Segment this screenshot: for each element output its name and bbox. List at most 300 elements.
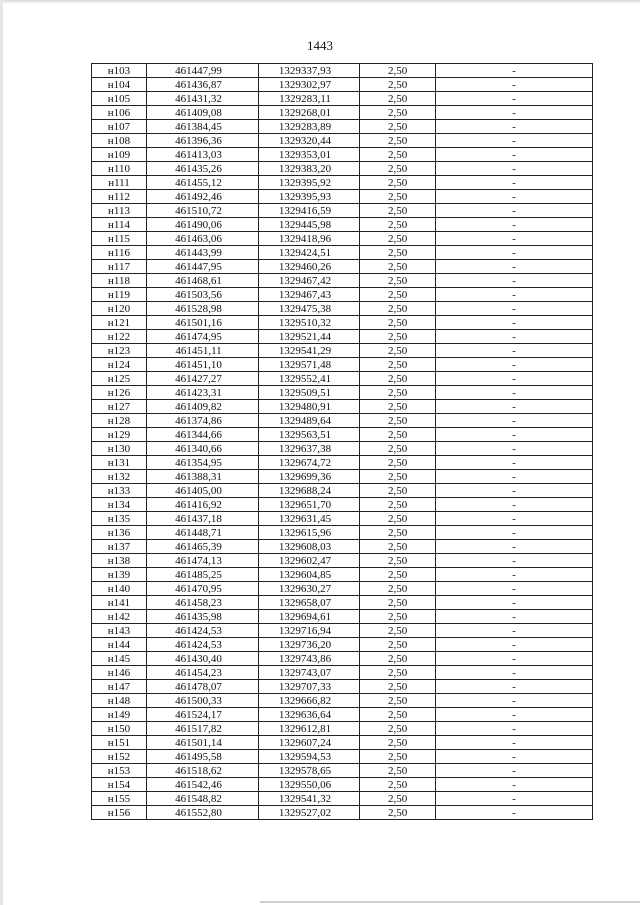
- table-row: [92, 190, 593, 204]
- x-coordinate-cell: 461344,66: [147, 428, 259, 442]
- table-row: [92, 456, 593, 470]
- point-id-cell: н123: [92, 344, 147, 358]
- note-cell: -: [436, 330, 593, 344]
- accuracy-cell: 2,50: [360, 204, 436, 218]
- y-coordinate-cell: 1329283,89: [259, 120, 360, 134]
- table-row: [92, 386, 593, 400]
- y-coordinate-cell: 1329467,42: [259, 274, 360, 288]
- y-coordinate-cell: 1329424,51: [259, 246, 360, 260]
- accuracy-cell: 2,50: [360, 750, 436, 764]
- y-coordinate-cell: 1329743,86: [259, 652, 360, 666]
- note-cell: -: [436, 778, 593, 792]
- note-cell: -: [436, 162, 593, 176]
- note-cell: -: [436, 722, 593, 736]
- x-coordinate-cell: 461490,06: [147, 218, 259, 232]
- accuracy-cell: 2,50: [360, 288, 436, 302]
- point-id-cell: н108: [92, 134, 147, 148]
- accuracy-cell: 2,50: [360, 554, 436, 568]
- table-row: [92, 316, 593, 330]
- accuracy-cell: 2,50: [360, 484, 436, 498]
- point-id-cell: н112: [92, 190, 147, 204]
- accuracy-cell: 2,50: [360, 456, 436, 470]
- scan-bottom-line: [260, 901, 640, 903]
- point-id-cell: н133: [92, 484, 147, 498]
- accuracy-cell: 2,50: [360, 568, 436, 582]
- table-row: [92, 582, 593, 596]
- accuracy-cell: 2,50: [360, 498, 436, 512]
- table-row: [92, 372, 593, 386]
- note-cell: -: [436, 92, 593, 106]
- x-coordinate-cell: 461528,98: [147, 302, 259, 316]
- table-row: [92, 596, 593, 610]
- accuracy-cell: 2,50: [360, 64, 436, 78]
- table-row: [92, 722, 593, 736]
- table-row: [92, 330, 593, 344]
- table-row: [92, 148, 593, 162]
- y-coordinate-cell: 1329302,97: [259, 78, 360, 92]
- note-cell: -: [436, 470, 593, 484]
- point-id-cell: н109: [92, 148, 147, 162]
- point-id-cell: н126: [92, 386, 147, 400]
- point-id-cell: н140: [92, 582, 147, 596]
- accuracy-cell: 2,50: [360, 442, 436, 456]
- x-coordinate-cell: 461495,58: [147, 750, 259, 764]
- y-coordinate-cell: 1329510,32: [259, 316, 360, 330]
- x-coordinate-cell: 461455,12: [147, 176, 259, 190]
- note-cell: -: [436, 540, 593, 554]
- note-cell: -: [436, 596, 593, 610]
- point-id-cell: н125: [92, 372, 147, 386]
- x-coordinate-cell: 461448,71: [147, 526, 259, 540]
- coordinates-table-body: [92, 64, 593, 820]
- x-coordinate-cell: 461388,31: [147, 470, 259, 484]
- table-row: [92, 134, 593, 148]
- accuracy-cell: 2,50: [360, 246, 436, 260]
- note-cell: -: [436, 218, 593, 232]
- x-coordinate-cell: 461427,27: [147, 372, 259, 386]
- point-id-cell: н146: [92, 666, 147, 680]
- note-cell: -: [436, 512, 593, 526]
- table-row: [92, 484, 593, 498]
- point-id-cell: н105: [92, 92, 147, 106]
- table-row: [92, 92, 593, 106]
- x-coordinate-cell: 461409,82: [147, 400, 259, 414]
- point-id-cell: н138: [92, 554, 147, 568]
- point-id-cell: н103: [92, 64, 147, 78]
- note-cell: -: [436, 610, 593, 624]
- accuracy-cell: 2,50: [360, 638, 436, 652]
- x-coordinate-cell: 461435,98: [147, 610, 259, 624]
- accuracy-cell: 2,50: [360, 470, 436, 484]
- point-id-cell: н106: [92, 106, 147, 120]
- x-coordinate-cell: 461424,53: [147, 638, 259, 652]
- x-coordinate-cell: 461416,92: [147, 498, 259, 512]
- point-id-cell: н153: [92, 764, 147, 778]
- note-cell: -: [436, 568, 593, 582]
- point-id-cell: н115: [92, 232, 147, 246]
- x-coordinate-cell: 461501,14: [147, 736, 259, 750]
- note-cell: -: [436, 190, 593, 204]
- y-coordinate-cell: 1329320,44: [259, 134, 360, 148]
- table-row: [92, 764, 593, 778]
- x-coordinate-cell: 461454,23: [147, 666, 259, 680]
- y-coordinate-cell: 1329521,44: [259, 330, 360, 344]
- table-row: [92, 778, 593, 792]
- note-cell: -: [436, 302, 593, 316]
- accuracy-cell: 2,50: [360, 134, 436, 148]
- point-id-cell: н136: [92, 526, 147, 540]
- table-row: [92, 792, 593, 806]
- note-cell: -: [436, 414, 593, 428]
- x-coordinate-cell: 461470,95: [147, 582, 259, 596]
- note-cell: -: [436, 694, 593, 708]
- point-id-cell: н155: [92, 792, 147, 806]
- table-row: [92, 806, 593, 820]
- y-coordinate-cell: 1329674,72: [259, 456, 360, 470]
- table-row: [92, 64, 593, 78]
- y-coordinate-cell: 1329467,43: [259, 288, 360, 302]
- table-row: [92, 554, 593, 568]
- note-cell: -: [436, 204, 593, 218]
- y-coordinate-cell: 1329607,24: [259, 736, 360, 750]
- table-row: [92, 750, 593, 764]
- x-coordinate-cell: 461468,61: [147, 274, 259, 288]
- accuracy-cell: 2,50: [360, 316, 436, 330]
- x-coordinate-cell: 461492,46: [147, 190, 259, 204]
- y-coordinate-cell: 1329594,53: [259, 750, 360, 764]
- point-id-cell: н131: [92, 456, 147, 470]
- point-id-cell: н120: [92, 302, 147, 316]
- accuracy-cell: 2,50: [360, 106, 436, 120]
- x-coordinate-cell: 461447,99: [147, 64, 259, 78]
- accuracy-cell: 2,50: [360, 92, 436, 106]
- x-coordinate-cell: 461478,07: [147, 680, 259, 694]
- note-cell: -: [436, 680, 593, 694]
- table-row: [92, 176, 593, 190]
- x-coordinate-cell: 461354,95: [147, 456, 259, 470]
- accuracy-cell: 2,50: [360, 526, 436, 540]
- x-coordinate-cell: 461552,80: [147, 806, 259, 820]
- x-coordinate-cell: 461340,66: [147, 442, 259, 456]
- accuracy-cell: 2,50: [360, 176, 436, 190]
- table-row: [92, 498, 593, 512]
- table-row: [92, 204, 593, 218]
- point-id-cell: н111: [92, 176, 147, 190]
- point-id-cell: н104: [92, 78, 147, 92]
- accuracy-cell: 2,50: [360, 680, 436, 694]
- note-cell: -: [436, 750, 593, 764]
- accuracy-cell: 2,50: [360, 358, 436, 372]
- x-coordinate-cell: 461548,82: [147, 792, 259, 806]
- x-coordinate-cell: 461500,33: [147, 694, 259, 708]
- scan-top-edge: [0, 0, 640, 3]
- table-row: [92, 232, 593, 246]
- note-cell: -: [436, 386, 593, 400]
- accuracy-cell: 2,50: [360, 400, 436, 414]
- point-id-cell: н148: [92, 694, 147, 708]
- y-coordinate-cell: 1329541,29: [259, 344, 360, 358]
- accuracy-cell: 2,50: [360, 232, 436, 246]
- y-coordinate-cell: 1329630,27: [259, 582, 360, 596]
- y-coordinate-cell: 1329353,01: [259, 148, 360, 162]
- y-coordinate-cell: 1329615,96: [259, 526, 360, 540]
- x-coordinate-cell: 461443,99: [147, 246, 259, 260]
- x-coordinate-cell: 461474,95: [147, 330, 259, 344]
- point-id-cell: н132: [92, 470, 147, 484]
- y-coordinate-cell: 1329571,48: [259, 358, 360, 372]
- x-coordinate-cell: 461423,31: [147, 386, 259, 400]
- x-coordinate-cell: 461374,86: [147, 414, 259, 428]
- x-coordinate-cell: 461510,72: [147, 204, 259, 218]
- point-id-cell: н122: [92, 330, 147, 344]
- note-cell: -: [436, 134, 593, 148]
- point-id-cell: н139: [92, 568, 147, 582]
- table-row: [92, 358, 593, 372]
- note-cell: -: [436, 764, 593, 778]
- table-row: [92, 302, 593, 316]
- accuracy-cell: 2,50: [360, 428, 436, 442]
- x-coordinate-cell: 461431,32: [147, 92, 259, 106]
- point-id-cell: н141: [92, 596, 147, 610]
- accuracy-cell: 2,50: [360, 162, 436, 176]
- note-cell: -: [436, 484, 593, 498]
- y-coordinate-cell: 1329283,11: [259, 92, 360, 106]
- table-row: [92, 288, 593, 302]
- x-coordinate-cell: 461518,62: [147, 764, 259, 778]
- table-row: [92, 638, 593, 652]
- accuracy-cell: 2,50: [360, 778, 436, 792]
- y-coordinate-cell: 1329688,24: [259, 484, 360, 498]
- x-coordinate-cell: 461463,06: [147, 232, 259, 246]
- x-coordinate-cell: 461458,23: [147, 596, 259, 610]
- table-row: [92, 400, 593, 414]
- table-row: [92, 666, 593, 680]
- x-coordinate-cell: 461430,40: [147, 652, 259, 666]
- accuracy-cell: 2,50: [360, 260, 436, 274]
- point-id-cell: н107: [92, 120, 147, 134]
- x-coordinate-cell: 461474,13: [147, 554, 259, 568]
- x-coordinate-cell: 461396,36: [147, 134, 259, 148]
- note-cell: -: [436, 806, 593, 820]
- table-row: [92, 120, 593, 134]
- accuracy-cell: 2,50: [360, 806, 436, 820]
- point-id-cell: н144: [92, 638, 147, 652]
- note-cell: -: [436, 232, 593, 246]
- table-row: [92, 260, 593, 274]
- x-coordinate-cell: 461405,00: [147, 484, 259, 498]
- x-coordinate-cell: 461501,16: [147, 316, 259, 330]
- y-coordinate-cell: 1329563,51: [259, 428, 360, 442]
- note-cell: -: [436, 456, 593, 470]
- point-id-cell: н143: [92, 624, 147, 638]
- y-coordinate-cell: 1329716,94: [259, 624, 360, 638]
- x-coordinate-cell: 461485,25: [147, 568, 259, 582]
- note-cell: -: [436, 78, 593, 92]
- y-coordinate-cell: 1329489,64: [259, 414, 360, 428]
- accuracy-cell: 2,50: [360, 78, 436, 92]
- accuracy-cell: 2,50: [360, 344, 436, 358]
- x-coordinate-cell: 461436,87: [147, 78, 259, 92]
- point-id-cell: н116: [92, 246, 147, 260]
- y-coordinate-cell: 1329736,20: [259, 638, 360, 652]
- accuracy-cell: 2,50: [360, 386, 436, 400]
- accuracy-cell: 2,50: [360, 624, 436, 638]
- accuracy-cell: 2,50: [360, 330, 436, 344]
- y-coordinate-cell: 1329602,47: [259, 554, 360, 568]
- point-id-cell: н147: [92, 680, 147, 694]
- point-id-cell: н134: [92, 498, 147, 512]
- table-row: [92, 708, 593, 722]
- y-coordinate-cell: 1329416,59: [259, 204, 360, 218]
- note-cell: -: [436, 792, 593, 806]
- point-id-cell: н114: [92, 218, 147, 232]
- point-id-cell: н145: [92, 652, 147, 666]
- point-id-cell: н137: [92, 540, 147, 554]
- accuracy-cell: 2,50: [360, 512, 436, 526]
- y-coordinate-cell: 1329418,96: [259, 232, 360, 246]
- y-coordinate-cell: 1329707,33: [259, 680, 360, 694]
- y-coordinate-cell: 1329475,38: [259, 302, 360, 316]
- accuracy-cell: 2,50: [360, 596, 436, 610]
- point-id-cell: н150: [92, 722, 147, 736]
- table-row: [92, 652, 593, 666]
- table-row: [92, 512, 593, 526]
- table-row: [92, 470, 593, 484]
- accuracy-cell: 2,50: [360, 722, 436, 736]
- note-cell: -: [436, 428, 593, 442]
- point-id-cell: н121: [92, 316, 147, 330]
- y-coordinate-cell: 1329268,01: [259, 106, 360, 120]
- x-coordinate-cell: 461517,82: [147, 722, 259, 736]
- table-row: [92, 274, 593, 288]
- note-cell: -: [436, 344, 593, 358]
- x-coordinate-cell: 461413,03: [147, 148, 259, 162]
- y-coordinate-cell: 1329480,91: [259, 400, 360, 414]
- point-id-cell: н135: [92, 512, 147, 526]
- table-row: [92, 162, 593, 176]
- accuracy-cell: 2,50: [360, 666, 436, 680]
- accuracy-cell: 2,50: [360, 694, 436, 708]
- note-cell: -: [436, 400, 593, 414]
- y-coordinate-cell: 1329651,70: [259, 498, 360, 512]
- accuracy-cell: 2,50: [360, 302, 436, 316]
- point-id-cell: н124: [92, 358, 147, 372]
- y-coordinate-cell: 1329383,20: [259, 162, 360, 176]
- table-row: [92, 526, 593, 540]
- y-coordinate-cell: 1329658,07: [259, 596, 360, 610]
- table-row: [92, 610, 593, 624]
- point-id-cell: н154: [92, 778, 147, 792]
- point-id-cell: н142: [92, 610, 147, 624]
- y-coordinate-cell: 1329743,07: [259, 666, 360, 680]
- y-coordinate-cell: 1329395,92: [259, 176, 360, 190]
- x-coordinate-cell: 461409,08: [147, 106, 259, 120]
- point-id-cell: н118: [92, 274, 147, 288]
- y-coordinate-cell: 1329337,93: [259, 64, 360, 78]
- accuracy-cell: 2,50: [360, 274, 436, 288]
- x-coordinate-cell: 461451,10: [147, 358, 259, 372]
- table-row: [92, 106, 593, 120]
- y-coordinate-cell: 1329578,65: [259, 764, 360, 778]
- note-cell: -: [436, 64, 593, 78]
- point-id-cell: н119: [92, 288, 147, 302]
- page-number: 1443: [307, 38, 333, 53]
- table-row: [92, 442, 593, 456]
- y-coordinate-cell: 1329694,61: [259, 610, 360, 624]
- y-coordinate-cell: 1329552,41: [259, 372, 360, 386]
- table-row: [92, 344, 593, 358]
- table-row: [92, 78, 593, 92]
- y-coordinate-cell: 1329637,38: [259, 442, 360, 456]
- accuracy-cell: 2,50: [360, 708, 436, 722]
- x-coordinate-cell: 461524,17: [147, 708, 259, 722]
- y-coordinate-cell: 1329445,98: [259, 218, 360, 232]
- accuracy-cell: 2,50: [360, 120, 436, 134]
- accuracy-cell: 2,50: [360, 610, 436, 624]
- x-coordinate-cell: 461447,95: [147, 260, 259, 274]
- note-cell: -: [436, 358, 593, 372]
- x-coordinate-cell: 461424,53: [147, 624, 259, 638]
- note-cell: -: [436, 246, 593, 260]
- y-coordinate-cell: 1329395,93: [259, 190, 360, 204]
- y-coordinate-cell: 1329608,03: [259, 540, 360, 554]
- note-cell: -: [436, 554, 593, 568]
- note-cell: -: [436, 708, 593, 722]
- accuracy-cell: 2,50: [360, 218, 436, 232]
- table-row: [92, 428, 593, 442]
- note-cell: -: [436, 526, 593, 540]
- accuracy-cell: 2,50: [360, 372, 436, 386]
- point-id-cell: н127: [92, 400, 147, 414]
- note-cell: -: [436, 288, 593, 302]
- accuracy-cell: 2,50: [360, 736, 436, 750]
- note-cell: -: [436, 372, 593, 386]
- point-id-cell: н130: [92, 442, 147, 456]
- x-coordinate-cell: 461437,18: [147, 512, 259, 526]
- accuracy-cell: 2,50: [360, 652, 436, 666]
- note-cell: -: [436, 582, 593, 596]
- note-cell: -: [436, 442, 593, 456]
- x-coordinate-cell: 461384,45: [147, 120, 259, 134]
- note-cell: -: [436, 498, 593, 512]
- note-cell: -: [436, 176, 593, 190]
- point-id-cell: н149: [92, 708, 147, 722]
- y-coordinate-cell: 1329636,64: [259, 708, 360, 722]
- x-coordinate-cell: 461542,46: [147, 778, 259, 792]
- note-cell: -: [436, 120, 593, 134]
- point-id-cell: н129: [92, 428, 147, 442]
- point-id-cell: н151: [92, 736, 147, 750]
- y-coordinate-cell: 1329631,45: [259, 512, 360, 526]
- table-row: [92, 414, 593, 428]
- accuracy-cell: 2,50: [360, 582, 436, 596]
- accuracy-cell: 2,50: [360, 540, 436, 554]
- accuracy-cell: 2,50: [360, 414, 436, 428]
- table-row: [92, 540, 593, 554]
- x-coordinate-cell: 461465,39: [147, 540, 259, 554]
- accuracy-cell: 2,50: [360, 792, 436, 806]
- note-cell: -: [436, 736, 593, 750]
- point-id-cell: н156: [92, 806, 147, 820]
- note-cell: -: [436, 106, 593, 120]
- y-coordinate-cell: 1329604,85: [259, 568, 360, 582]
- accuracy-cell: 2,50: [360, 190, 436, 204]
- y-coordinate-cell: 1329541,32: [259, 792, 360, 806]
- note-cell: -: [436, 316, 593, 330]
- y-coordinate-cell: 1329612,81: [259, 722, 360, 736]
- point-id-cell: н113: [92, 204, 147, 218]
- table-row: [92, 246, 593, 260]
